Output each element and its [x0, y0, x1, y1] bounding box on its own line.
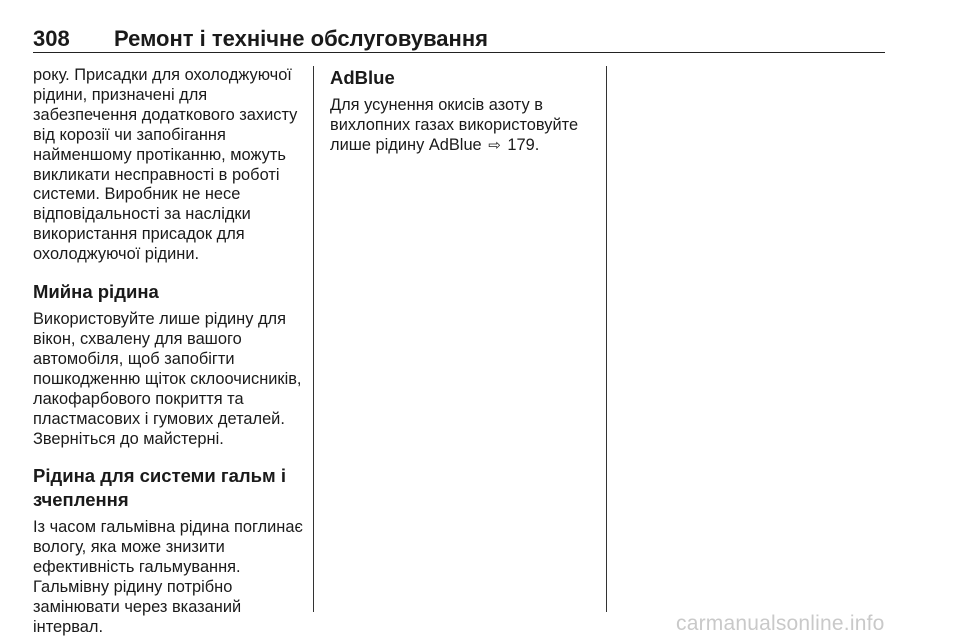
- brake-clutch-fluid-heading: Рідина для системи гальм і зчеплення: [33, 465, 286, 511]
- washer-fluid-heading: Мийна рідина: [33, 281, 159, 303]
- washer-fluid-paragraph: Використовуйте лише рідину для вікон, схвалену для вашого автомобіля, щоб запобігти пошкодженню щіток склоочисників, лакофарбового покриття та пластмасових і гумових деталей. Зверніться до майстерні.: [33, 310, 302, 448]
- column-divider-left: [313, 66, 314, 612]
- adblue-paragraph: [330, 96, 600, 156]
- coolant-additives-paragraph: року. Присадки для охолоджуючої рідини, призначені для забезпечення додаткового захисту від корозії чи запобігання найменшому протіканню, можуть викликати несправності в роботі системи. Виробник не несе відповідальності за наслідки використання присадок для охолоджуючої рідини.: [33, 66, 298, 264]
- brake-fluid-paragraph: Із часом гальмівна рідина поглинає вологу, яка може знизити ефективність гальмування. Гальмівну рідину потрібно замінювати через вказаний інтервал.: [33, 518, 303, 636]
- page-reference-arrow-icon: ⇨: [488, 136, 501, 154]
- adblue-heading: AdBlue: [330, 67, 395, 88]
- watermark: carmanualsonline.info: [676, 612, 885, 635]
- column-divider-right: [606, 66, 607, 612]
- page-reference-link[interactable]: 179.: [502, 135, 540, 154]
- chapter-title: Ремонт і технічне обслуговування: [114, 26, 488, 51]
- page-number: 308: [33, 26, 70, 51]
- page-header: [33, 22, 885, 53]
- middle-column: [330, 66, 600, 156]
- left-column: [33, 66, 303, 638]
- adblue-text: Для усунення окисів азоту в вихлопних газах використовуйте лише рідину AdBlue: [330, 96, 579, 154]
